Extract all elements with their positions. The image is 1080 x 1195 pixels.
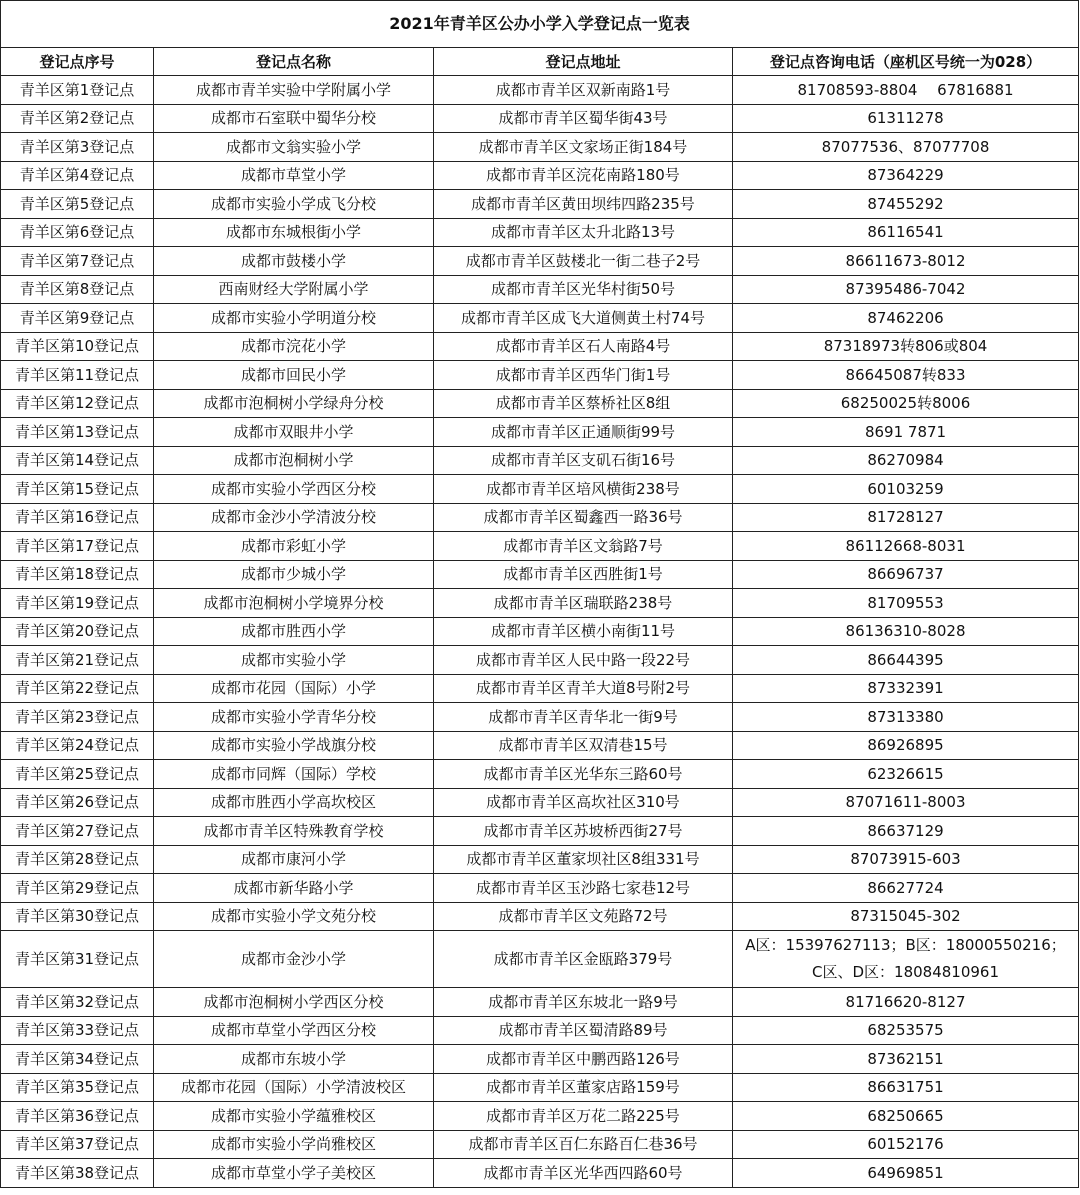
cell-id: 青羊区第19登记点 xyxy=(1,589,154,618)
cell-address: 成都市青羊区浣花南路180号 xyxy=(434,161,733,190)
table-row xyxy=(1,560,1079,589)
table-row xyxy=(1,446,1079,475)
table-row xyxy=(1,1159,1079,1188)
cell-name: 成都市东坡小学 xyxy=(154,1045,434,1074)
cell-phone: 86926895 xyxy=(733,731,1079,760)
cell-name: 成都市鼓楼小学 xyxy=(154,247,434,276)
cell-id: 青羊区第8登记点 xyxy=(1,275,154,304)
table-row xyxy=(1,1016,1079,1045)
table-row xyxy=(1,1130,1079,1159)
cell-id: 青羊区第21登记点 xyxy=(1,646,154,675)
cell-address: 成都市青羊区鼓楼北一街二巷子2号 xyxy=(434,247,733,276)
cell-name: 成都市青羊区特殊教育学校 xyxy=(154,817,434,846)
cell-name: 成都市实验小学西区分校 xyxy=(154,475,434,504)
table-row xyxy=(1,874,1079,903)
table-row xyxy=(1,931,1079,988)
cell-address: 成都市青羊区黄田坝纬四路235号 xyxy=(434,190,733,219)
cell-id: 青羊区第38登记点 xyxy=(1,1159,154,1188)
cell-address: 成都市青羊区东坡北一路9号 xyxy=(434,988,733,1017)
table-row xyxy=(1,760,1079,789)
cell-address: 成都市青羊区文家场正街184号 xyxy=(434,133,733,162)
cell-id: 青羊区第20登记点 xyxy=(1,617,154,646)
cell-phone: 64969851 xyxy=(733,1159,1079,1188)
table-row xyxy=(1,275,1079,304)
cell-address: 成都市青羊区西华门街1号 xyxy=(434,361,733,390)
cell-name: 成都市实验小学蕴雅校区 xyxy=(154,1102,434,1131)
table-row xyxy=(1,845,1079,874)
header-phone: 登记点咨询电话（座机区号统一为028） xyxy=(733,48,1079,76)
cell-id: 青羊区第26登记点 xyxy=(1,788,154,817)
cell-name: 成都市金沙小学清波分校 xyxy=(154,503,434,532)
cell-address: 成都市青羊区人民中路一段22号 xyxy=(434,646,733,675)
table-row xyxy=(1,674,1079,703)
cell-address: 成都市青羊区双清巷15号 xyxy=(434,731,733,760)
cell-id: 青羊区第5登记点 xyxy=(1,190,154,219)
cell-address: 成都市青羊区光华村街50号 xyxy=(434,275,733,304)
cell-id: 青羊区第35登记点 xyxy=(1,1073,154,1102)
cell-phone: 87318973转806或804 xyxy=(733,332,1079,361)
table-row xyxy=(1,247,1079,276)
cell-name: 成都市泡桐树小学西区分校 xyxy=(154,988,434,1017)
cell-id: 青羊区第7登记点 xyxy=(1,247,154,276)
cell-id: 青羊区第29登记点 xyxy=(1,874,154,903)
title-row xyxy=(1,1,1079,48)
cell-address: 成都市青羊区苏坡桥西街27号 xyxy=(434,817,733,846)
cell-phone: 86611673-8012 xyxy=(733,247,1079,276)
cell-id: 青羊区第23登记点 xyxy=(1,703,154,732)
cell-phone: 86631751 xyxy=(733,1073,1079,1102)
cell-address: 成都市青羊区文翁路7号 xyxy=(434,532,733,561)
table-row xyxy=(1,133,1079,162)
cell-name: 成都市胜西小学高坎校区 xyxy=(154,788,434,817)
cell-name: 成都市青羊实验中学附属小学 xyxy=(154,76,434,105)
cell-phone: 62326615 xyxy=(733,760,1079,789)
cell-address: 成都市青羊区瑞联路238号 xyxy=(434,589,733,618)
cell-phone: 8691 7871 xyxy=(733,418,1079,447)
cell-address: 成都市青羊区双新南路1号 xyxy=(434,76,733,105)
cell-address: 成都市青羊区文苑路72号 xyxy=(434,902,733,931)
cell-phone: 86112668-8031 xyxy=(733,532,1079,561)
cell-id: 青羊区第36登记点 xyxy=(1,1102,154,1131)
cell-name: 成都市同辉（国际）学校 xyxy=(154,760,434,789)
cell-name: 成都市东城根街小学 xyxy=(154,218,434,247)
cell-phone: 87362151 xyxy=(733,1045,1079,1074)
table-row xyxy=(1,161,1079,190)
cell-name: 西南财经大学附属小学 xyxy=(154,275,434,304)
cell-phone: 86644395 xyxy=(733,646,1079,675)
cell-phone: 87395486-7042 xyxy=(733,275,1079,304)
cell-address: 成都市青羊区蔡桥社区8组 xyxy=(434,389,733,418)
table-row xyxy=(1,817,1079,846)
cell-name: 成都市泡桐树小学绿舟分校 xyxy=(154,389,434,418)
table-row xyxy=(1,589,1079,618)
table-row xyxy=(1,988,1079,1017)
cell-address: 成都市青羊区培风横街238号 xyxy=(434,475,733,504)
cell-address: 成都市青羊区光华西四路60号 xyxy=(434,1159,733,1188)
table-title: 2021年青羊区公办小学入学登记点一览表 xyxy=(1,1,1079,48)
cell-phone: 81716620-8127 xyxy=(733,988,1079,1017)
table-row xyxy=(1,1073,1079,1102)
cell-address: 成都市青羊区太升北路13号 xyxy=(434,218,733,247)
cell-id: 青羊区第3登记点 xyxy=(1,133,154,162)
table-row xyxy=(1,1102,1079,1131)
cell-name: 成都市少城小学 xyxy=(154,560,434,589)
table-row xyxy=(1,76,1079,105)
cell-id: 青羊区第32登记点 xyxy=(1,988,154,1017)
cell-name: 成都市实验小学成飞分校 xyxy=(154,190,434,219)
table-row xyxy=(1,304,1079,333)
cell-phone: 60103259 xyxy=(733,475,1079,504)
cell-name: 成都市花园（国际）小学 xyxy=(154,674,434,703)
table-row xyxy=(1,646,1079,675)
cell-address: 成都市青羊区石人南路4号 xyxy=(434,332,733,361)
cell-phone: 61311278 xyxy=(733,104,1079,133)
table-row xyxy=(1,617,1079,646)
cell-phone: 87071611-8003 xyxy=(733,788,1079,817)
header-name: 登记点名称 xyxy=(154,48,434,76)
cell-address: 成都市青羊区董家坝社区8组331号 xyxy=(434,845,733,874)
cell-name: 成都市实验小学青华分校 xyxy=(154,703,434,732)
cell-id: 青羊区第18登记点 xyxy=(1,560,154,589)
cell-id: 青羊区第22登记点 xyxy=(1,674,154,703)
cell-address: 成都市青羊区光华东三路60号 xyxy=(434,760,733,789)
header-row xyxy=(1,48,1079,76)
cell-phone: 68250665 xyxy=(733,1102,1079,1131)
table-row xyxy=(1,418,1079,447)
cell-phone: 68253575 xyxy=(733,1016,1079,1045)
cell-name: 成都市彩虹小学 xyxy=(154,532,434,561)
table-row xyxy=(1,218,1079,247)
table-row xyxy=(1,532,1079,561)
cell-name: 成都市金沙小学 xyxy=(154,931,434,988)
cell-phone xyxy=(733,931,1079,988)
cell-name: 成都市草堂小学西区分校 xyxy=(154,1016,434,1045)
cell-name: 成都市实验小学尚雅校区 xyxy=(154,1130,434,1159)
cell-phone: 81728127 xyxy=(733,503,1079,532)
cell-id: 青羊区第24登记点 xyxy=(1,731,154,760)
cell-phone: 86696737 xyxy=(733,560,1079,589)
cell-address: 成都市青羊区万花二路225号 xyxy=(434,1102,733,1131)
cell-address: 成都市青羊区青羊大道8号附2号 xyxy=(434,674,733,703)
header-id: 登记点序号 xyxy=(1,48,154,76)
table-row xyxy=(1,703,1079,732)
cell-address: 成都市青羊区蜀清路89号 xyxy=(434,1016,733,1045)
cell-id: 青羊区第30登记点 xyxy=(1,902,154,931)
cell-address: 成都市青羊区青华北一街9号 xyxy=(434,703,733,732)
cell-id: 青羊区第1登记点 xyxy=(1,76,154,105)
table-row xyxy=(1,389,1079,418)
cell-name: 成都市草堂小学子美校区 xyxy=(154,1159,434,1188)
header-address: 登记点地址 xyxy=(434,48,733,76)
cell-name: 成都市实验小学战旗分校 xyxy=(154,731,434,760)
cell-name: 成都市石室联中蜀华分校 xyxy=(154,104,434,133)
cell-name: 成都市新华路小学 xyxy=(154,874,434,903)
table-row xyxy=(1,503,1079,532)
cell-phone: 87364229 xyxy=(733,161,1079,190)
cell-id: 青羊区第14登记点 xyxy=(1,446,154,475)
cell-id: 青羊区第6登记点 xyxy=(1,218,154,247)
cell-id: 青羊区第12登记点 xyxy=(1,389,154,418)
cell-id: 青羊区第28登记点 xyxy=(1,845,154,874)
cell-address: 成都市青羊区董家店路159号 xyxy=(434,1073,733,1102)
cell-phone: 81708593-8804 67816881 xyxy=(733,76,1079,105)
table-row xyxy=(1,190,1079,219)
cell-phone: 86270984 xyxy=(733,446,1079,475)
cell-name: 成都市实验小学 xyxy=(154,646,434,675)
cell-name: 成都市实验小学明道分校 xyxy=(154,304,434,333)
cell-address: 成都市青羊区金瓯路379号 xyxy=(434,931,733,988)
cell-phone: 81709553 xyxy=(733,589,1079,618)
cell-phone: 87073915-603 xyxy=(733,845,1079,874)
cell-id: 青羊区第11登记点 xyxy=(1,361,154,390)
cell-phone: 86136310-8028 xyxy=(733,617,1079,646)
cell-name: 成都市双眼井小学 xyxy=(154,418,434,447)
cell-id: 青羊区第13登记点 xyxy=(1,418,154,447)
cell-id: 青羊区第10登记点 xyxy=(1,332,154,361)
cell-id: 青羊区第37登记点 xyxy=(1,1130,154,1159)
cell-name: 成都市花园（国际）小学清波校区 xyxy=(154,1073,434,1102)
cell-phone: 87313380 xyxy=(733,703,1079,732)
table-row xyxy=(1,361,1079,390)
cell-name: 成都市泡桐树小学 xyxy=(154,446,434,475)
cell-address: 成都市青羊区玉沙路七家巷12号 xyxy=(434,874,733,903)
cell-id: 青羊区第17登记点 xyxy=(1,532,154,561)
cell-phone: 86627724 xyxy=(733,874,1079,903)
cell-id: 青羊区第34登记点 xyxy=(1,1045,154,1074)
cell-id: 青羊区第27登记点 xyxy=(1,817,154,846)
cell-name: 成都市胜西小学 xyxy=(154,617,434,646)
cell-id: 青羊区第4登记点 xyxy=(1,161,154,190)
cell-name: 成都市实验小学文苑分校 xyxy=(154,902,434,931)
cell-address: 成都市青羊区西胜街1号 xyxy=(434,560,733,589)
cell-phone: 68250025转8006 xyxy=(733,389,1079,418)
cell-id: 青羊区第2登记点 xyxy=(1,104,154,133)
table-row xyxy=(1,1045,1079,1074)
phone-line: A区：15397627113；B区：18000550216； xyxy=(745,936,1066,954)
table-row xyxy=(1,788,1079,817)
cell-name: 成都市草堂小学 xyxy=(154,161,434,190)
cell-address: 成都市青羊区蜀鑫西一路36号 xyxy=(434,503,733,532)
cell-phone: 87462206 xyxy=(733,304,1079,333)
cell-id: 青羊区第25登记点 xyxy=(1,760,154,789)
cell-phone: 86645087转833 xyxy=(733,361,1079,390)
cell-phone: 86116541 xyxy=(733,218,1079,247)
cell-phone: 86637129 xyxy=(733,817,1079,846)
cell-address: 成都市青羊区正通顺街99号 xyxy=(434,418,733,447)
cell-name: 成都市文翁实验小学 xyxy=(154,133,434,162)
cell-address: 成都市青羊区蜀华街43号 xyxy=(434,104,733,133)
cell-id: 青羊区第16登记点 xyxy=(1,503,154,532)
cell-phone: 87315045-302 xyxy=(733,902,1079,931)
table-row xyxy=(1,731,1079,760)
cell-id: 青羊区第9登记点 xyxy=(1,304,154,333)
table-row xyxy=(1,475,1079,504)
cell-phone: 87455292 xyxy=(733,190,1079,219)
cell-address: 成都市青羊区中鹏西路126号 xyxy=(434,1045,733,1074)
cell-phone: 87077536、87077708 xyxy=(733,133,1079,162)
cell-id: 青羊区第31登记点 xyxy=(1,931,154,988)
cell-phone: 60152176 xyxy=(733,1130,1079,1159)
cell-address: 成都市青羊区横小南街11号 xyxy=(434,617,733,646)
cell-address: 成都市青羊区成飞大道侧黄土村74号 xyxy=(434,304,733,333)
cell-address: 成都市青羊区百仁东路百仁巷36号 xyxy=(434,1130,733,1159)
phone-line: C区、D区：18084810961 xyxy=(812,963,1000,981)
cell-address: 成都市青羊区高坎社区310号 xyxy=(434,788,733,817)
table-row xyxy=(1,902,1079,931)
cell-phone: 87332391 xyxy=(733,674,1079,703)
table-row xyxy=(1,332,1079,361)
cell-name: 成都市泡桐树小学境界分校 xyxy=(154,589,434,618)
table-body xyxy=(1,76,1079,1188)
cell-id: 青羊区第33登记点 xyxy=(1,1016,154,1045)
cell-name: 成都市康河小学 xyxy=(154,845,434,874)
cell-name: 成都市浣花小学 xyxy=(154,332,434,361)
table-row xyxy=(1,104,1079,133)
cell-id: 青羊区第15登记点 xyxy=(1,475,154,504)
cell-address: 成都市青羊区支矶石街16号 xyxy=(434,446,733,475)
cell-name: 成都市回民小学 xyxy=(154,361,434,390)
